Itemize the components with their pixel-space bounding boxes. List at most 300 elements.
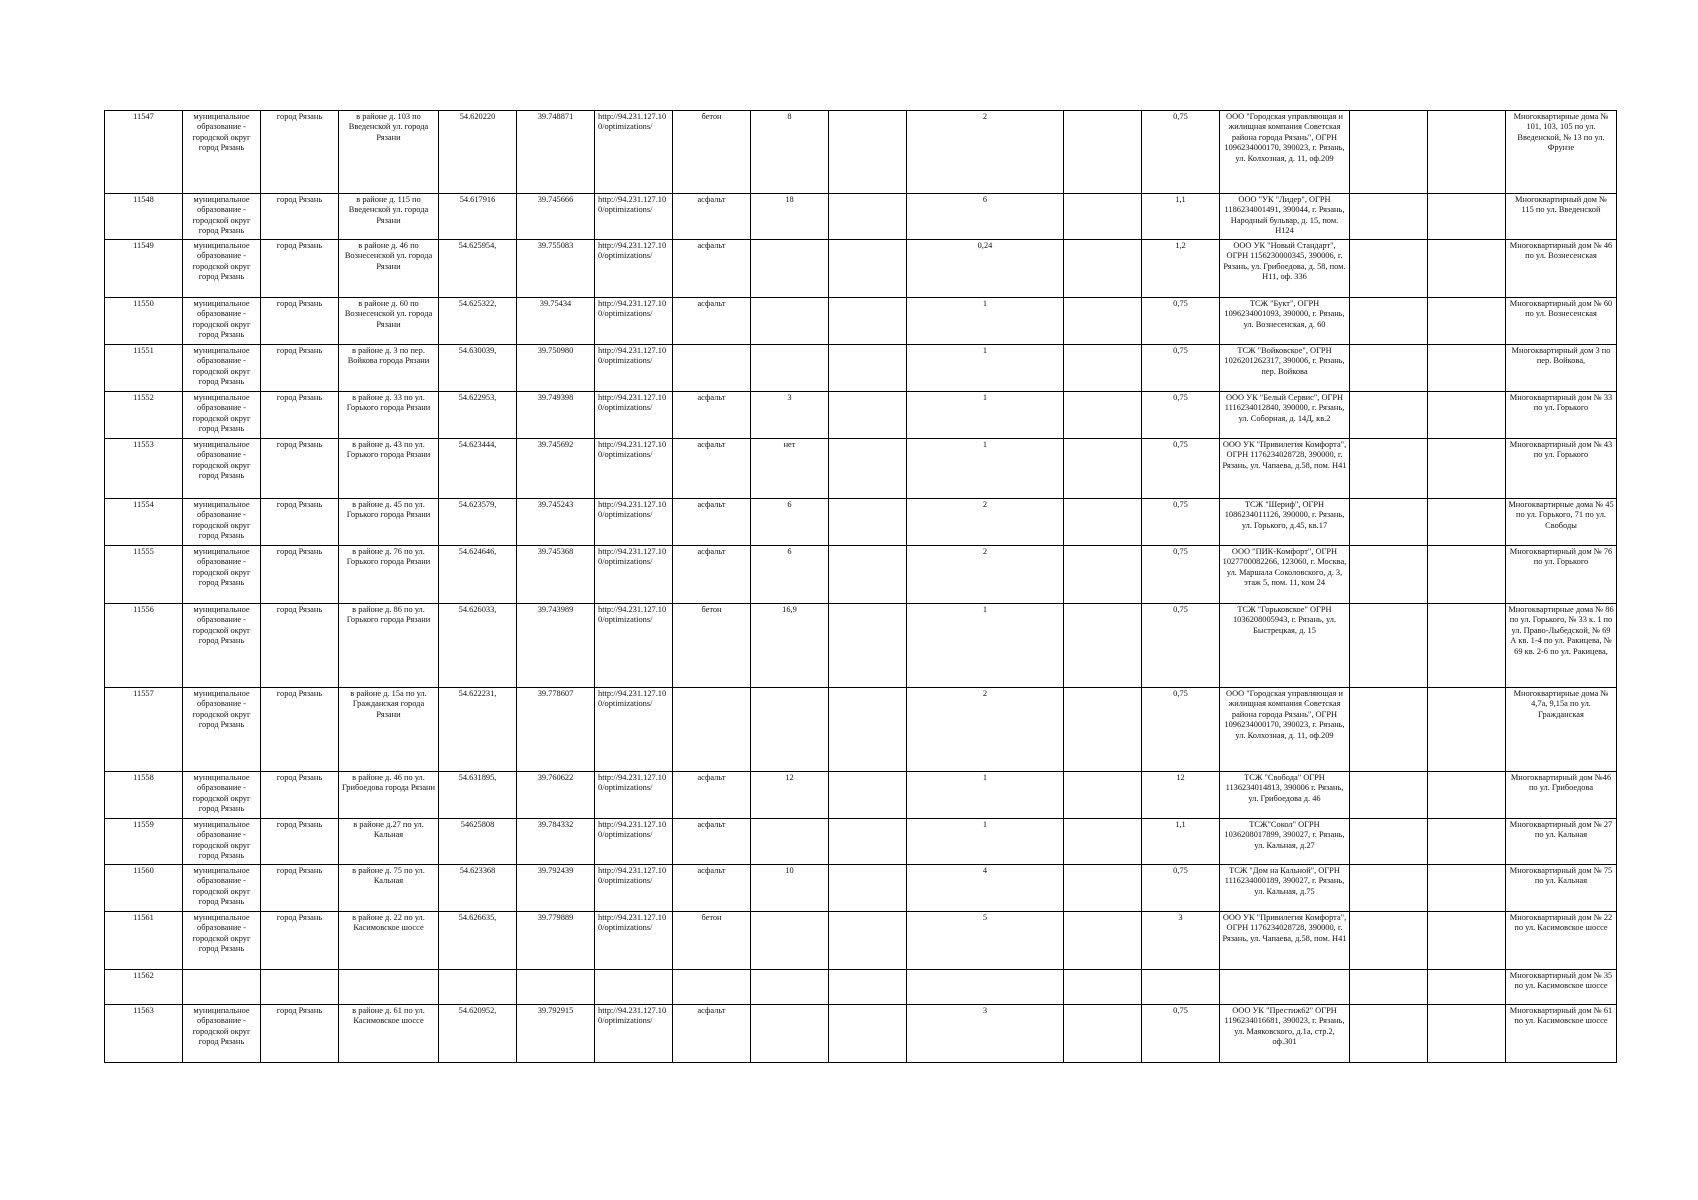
municipality-type: муниципальное образование - городской округ город Рязань: [183, 439, 261, 499]
surface-type: асфальт: [673, 865, 751, 912]
container-volume: 0,75: [1142, 345, 1220, 392]
city-name: город Рязань: [261, 819, 339, 865]
record-number: 11560: [105, 865, 183, 912]
empty-cell: [829, 111, 907, 194]
container-count: 2: [907, 499, 1064, 546]
map-link[interactable]: http://94.231.127.10 0/optimizations/: [595, 819, 673, 865]
site-owner: ООО УК "Привилегия Комфорта", ОГРН 1176234028728, 390000, г. Рязань, ул. Чапаева, д.58, пом. Н41: [1220, 912, 1350, 970]
empty-cell: [1350, 546, 1428, 604]
container-volume: 3: [1142, 912, 1220, 970]
empty-cell: [829, 912, 907, 970]
container-count: 1: [907, 604, 1064, 688]
container-volume: 0,75: [1142, 688, 1220, 772]
latitude: 54.630039,: [439, 345, 517, 392]
empty-cell: [829, 688, 907, 772]
site-area: 12: [751, 772, 829, 819]
longitude: 39.779889: [517, 912, 595, 970]
latitude: 54.624646,: [439, 546, 517, 604]
empty-cell: [1350, 194, 1428, 240]
table-row: [105, 499, 1617, 546]
site-owner: [1220, 970, 1350, 1005]
site-area: нет: [751, 439, 829, 499]
table-row: [105, 1005, 1617, 1063]
map-link[interactable]: http://94.231.127.10 0/optimizations/: [595, 688, 673, 772]
container-count: 1: [907, 298, 1064, 345]
record-number: 11561: [105, 912, 183, 970]
city-name: город Рязань: [261, 194, 339, 240]
waste-sources: Многоквартирные дома № 4,7а, 9,15а по ул. Гражданская: [1506, 688, 1617, 772]
latitude: 54.625322,: [439, 298, 517, 345]
municipality-type: муниципальное образование - городской округ город Рязань: [183, 1005, 261, 1063]
latitude: 54.620220: [439, 111, 517, 194]
container-count: 1: [907, 392, 1064, 439]
empty-cell: [1428, 111, 1506, 194]
site-area: [751, 970, 829, 1005]
record-number: 11556: [105, 604, 183, 688]
surface-type: [673, 345, 751, 392]
empty-cell: [1428, 194, 1506, 240]
site-area: 18: [751, 194, 829, 240]
map-link[interactable]: http://94.231.127.10 0/optimizations/: [595, 298, 673, 345]
empty-cell: [1428, 819, 1506, 865]
site-address: в районе д. 60 по Вознесенской ул. города Рязани: [339, 298, 439, 345]
site-owner: ТСЖ "Дом на Кальной", ОГРН 1116234000189, 390027, г. Рязань, ул. Кальная, д.75: [1220, 865, 1350, 912]
surface-type: бетон: [673, 604, 751, 688]
waste-sources: Многоквартирный дом №46 по ул. Грибоедова: [1506, 772, 1617, 819]
longitude: 39.792439: [517, 865, 595, 912]
municipality-type: муниципальное образование - городской округ город Рязань: [183, 772, 261, 819]
empty-cell: [1064, 111, 1142, 194]
longitude: 39.792915: [517, 1005, 595, 1063]
municipality-type: [183, 970, 261, 1005]
container-volume: 1,1: [1142, 194, 1220, 240]
city-name: [261, 970, 339, 1005]
container-volume: 0,75: [1142, 499, 1220, 546]
site-address: в районе д. 43 по ул. Горького города Рязани: [339, 439, 439, 499]
container-volume: 0,75: [1142, 439, 1220, 499]
empty-cell: [1428, 298, 1506, 345]
map-link[interactable]: http://94.231.127.10 0/optimizations/: [595, 546, 673, 604]
empty-cell: [1350, 439, 1428, 499]
empty-cell: [1350, 604, 1428, 688]
municipality-type: муниципальное образование - городской округ город Рязань: [183, 345, 261, 392]
surface-type: асфальт: [673, 819, 751, 865]
waste-sources: Многоквартирный дом № 60 по ул. Вознесенская: [1506, 298, 1617, 345]
empty-cell: [829, 499, 907, 546]
empty-cell: [1428, 970, 1506, 1005]
empty-cell: [1064, 194, 1142, 240]
municipality-type: муниципальное образование - городской округ город Рязань: [183, 546, 261, 604]
empty-cell: [829, 546, 907, 604]
empty-cell: [1064, 604, 1142, 688]
surface-type: бетон: [673, 111, 751, 194]
site-area: 10: [751, 865, 829, 912]
waste-sources: Многоквартирный дом № 22 по ул. Касимовское шоссе: [1506, 912, 1617, 970]
map-link[interactable]: http://94.231.127.10 0/optimizations/: [595, 912, 673, 970]
table-row: [105, 111, 1617, 194]
site-owner: ООО УК "Престиж62" ОГРН 1196234016681, 390023, г. Рязань, ул. Маяковского, д.1а, стр.2, оф.301: [1220, 1005, 1350, 1063]
container-count: 1: [907, 772, 1064, 819]
longitude: 39.743989: [517, 604, 595, 688]
waste-sources: Многоквартирный дом № 43 по ул. Горького: [1506, 439, 1617, 499]
empty-cell: [1350, 345, 1428, 392]
map-link[interactable]: http://94.231.127.10 0/optimizations/: [595, 1005, 673, 1063]
site-address: [339, 970, 439, 1005]
longitude: 39.745243: [517, 499, 595, 546]
latitude: 54.620952,: [439, 1005, 517, 1063]
municipality-type: муниципальное образование - городской округ город Рязань: [183, 819, 261, 865]
site-area: [751, 819, 829, 865]
surface-type: бетон: [673, 912, 751, 970]
empty-cell: [829, 345, 907, 392]
empty-cell: [829, 865, 907, 912]
site-address: в районе д. 45 по ул. Горького города Рязани: [339, 499, 439, 546]
record-number: 11550: [105, 298, 183, 345]
surface-type: [673, 970, 751, 1005]
empty-cell: [829, 772, 907, 819]
waste-sources: Многоквартирный дом № 61 по ул. Касимовское шоссе: [1506, 1005, 1617, 1063]
empty-cell: [1064, 819, 1142, 865]
city-name: город Рязань: [261, 772, 339, 819]
map-link[interactable]: http://94.231.127.10 0/optimizations/: [595, 194, 673, 240]
container-volume: 1,1: [1142, 819, 1220, 865]
empty-cell: [1350, 392, 1428, 439]
municipality-type: муниципальное образование - городской округ город Рязань: [183, 240, 261, 298]
surface-type: асфальт: [673, 194, 751, 240]
empty-cell: [1064, 546, 1142, 604]
longitude: 39.745666: [517, 194, 595, 240]
empty-cell: [829, 194, 907, 240]
site-address: в районе д. 76 по ул. Горького города Рязани: [339, 546, 439, 604]
table-row: [105, 819, 1617, 865]
record-number: 11554: [105, 499, 183, 546]
table-body: [105, 111, 1617, 1063]
record-number: 11559: [105, 819, 183, 865]
registry-sheet: [104, 110, 1617, 1063]
empty-cell: [1428, 392, 1506, 439]
container-count: 5: [907, 912, 1064, 970]
latitude: 54.625954,: [439, 240, 517, 298]
empty-cell: [1350, 499, 1428, 546]
container-sites-table: [104, 110, 1617, 1063]
empty-cell: [829, 819, 907, 865]
latitude: 54.622953,: [439, 392, 517, 439]
empty-cell: [1350, 688, 1428, 772]
empty-cell: [1428, 772, 1506, 819]
city-name: город Рязань: [261, 865, 339, 912]
city-name: город Рязань: [261, 499, 339, 546]
empty-cell: [1064, 1005, 1142, 1063]
empty-cell: [1064, 912, 1142, 970]
surface-type: асфальт: [673, 298, 751, 345]
longitude: 39.75434: [517, 298, 595, 345]
table-row: [105, 865, 1617, 912]
map-link[interactable]: http://94.231.127.10 0/optimizations/: [595, 604, 673, 688]
empty-cell: [1350, 819, 1428, 865]
container-count: 2: [907, 546, 1064, 604]
site-owner: ТСЖ "Шериф", ОГРН 1086234011126, 390000, г. Рязань, ул. Горького, д.45, кв.17: [1220, 499, 1350, 546]
empty-cell: [1428, 439, 1506, 499]
empty-cell: [1350, 772, 1428, 819]
surface-type: асфальт: [673, 546, 751, 604]
city-name: город Рязань: [261, 688, 339, 772]
longitude: 39.784332: [517, 819, 595, 865]
municipality-type: муниципальное образование - городской округ город Рязань: [183, 604, 261, 688]
surface-type: асфальт: [673, 392, 751, 439]
empty-cell: [1350, 970, 1428, 1005]
table-row: [105, 392, 1617, 439]
container-count: 3: [907, 1005, 1064, 1063]
container-count: 4: [907, 865, 1064, 912]
site-owner: ООО УК "Новый Стандарт", ОГРН 1156230000345, 390006, г. Рязань, ул. Грибоедова, д. 58, пом. Н11, оф. 336: [1220, 240, 1350, 298]
site-address: в районе д.27 по ул. Кальная: [339, 819, 439, 865]
site-area: [751, 345, 829, 392]
site-area: 6: [751, 546, 829, 604]
map-link[interactable]: http://94.231.127.10 0/optimizations/: [595, 111, 673, 194]
map-link[interactable]: http://94.231.127.10 0/optimizations/: [595, 439, 673, 499]
latitude: 54.623579,: [439, 499, 517, 546]
site-owner: ООО "ПИК-Комфорт", ОГРН 1027700082266, 123060, г. Москва, ул. Маршала Соколовского, д. 3, этаж 5, пом. 11, ком 24: [1220, 546, 1350, 604]
map-link[interactable]: http://94.231.127.10 0/optimizations/: [595, 240, 673, 298]
container-volume: 1,2: [1142, 240, 1220, 298]
latitude: [439, 970, 517, 1005]
map-link[interactable]: http://94.231.127.10 0/optimizations/: [595, 499, 673, 546]
surface-type: асфальт: [673, 499, 751, 546]
map-link[interactable]: http://94.231.127.10 0/optimizations/: [595, 865, 673, 912]
table-row: [105, 546, 1617, 604]
site-owner: ТСЖ "Войковское", ОГРН 1026201262317, 390006, г. Рязань, пер. Войкова: [1220, 345, 1350, 392]
site-owner: ТСЖ"Сокол" ОГРН 1036208017899, 390027, г. Рязань, ул. Кальная, д.27: [1220, 819, 1350, 865]
site-area: 3: [751, 392, 829, 439]
latitude: 54625808: [439, 819, 517, 865]
site-owner: ООО "Городская управляющая и жилищная компания Советская района города Рязань", ОГРН 1096234000170, 390023, г. Рязань, ул. Колхозная, д. 11, оф.209: [1220, 111, 1350, 194]
city-name: город Рязань: [261, 240, 339, 298]
map-link[interactable]: http://94.231.127.10 0/optimizations/: [595, 392, 673, 439]
container-count: 1: [907, 345, 1064, 392]
table-row: [105, 688, 1617, 772]
record-number: 11555: [105, 546, 183, 604]
surface-type: асфальт: [673, 772, 751, 819]
table-row: [105, 604, 1617, 688]
site-address: в районе д. 15а по ул. Гражданская города Рязани: [339, 688, 439, 772]
longitude: 39.750980: [517, 345, 595, 392]
map-link[interactable]: http://94.231.127.10 0/optimizations/: [595, 345, 673, 392]
container-volume: 0,75: [1142, 865, 1220, 912]
record-number: 11557: [105, 688, 183, 772]
municipality-type: муниципальное образование - городской округ город Рязань: [183, 499, 261, 546]
table-row: [105, 439, 1617, 499]
container-volume: 0,75: [1142, 1005, 1220, 1063]
map-link[interactable]: http://94.231.127.10 0/optimizations/: [595, 772, 673, 819]
surface-type: асфальт: [673, 439, 751, 499]
site-area: 16,9: [751, 604, 829, 688]
municipality-type: муниципальное образование - городской округ город Рязань: [183, 298, 261, 345]
latitude: 54.626635,: [439, 912, 517, 970]
waste-sources: Многоквартирные дома № 45 по ул. Горького, 71 по ул. Свободы: [1506, 499, 1617, 546]
longitude: 39.745692: [517, 439, 595, 499]
surface-type: асфальт: [673, 1005, 751, 1063]
municipality-type: муниципальное образование - городской округ город Рязань: [183, 392, 261, 439]
longitude: 39.778607: [517, 688, 595, 772]
empty-cell: [1428, 240, 1506, 298]
empty-cell: [1428, 604, 1506, 688]
latitude: 54.626033,: [439, 604, 517, 688]
empty-cell: [1350, 240, 1428, 298]
latitude: 54.623368: [439, 865, 517, 912]
longitude: 39.755083: [517, 240, 595, 298]
empty-cell: [1064, 345, 1142, 392]
longitude: 39.745368: [517, 546, 595, 604]
container-volume: 0,75: [1142, 298, 1220, 345]
empty-cell: [1350, 298, 1428, 345]
container-volume: 0,75: [1142, 604, 1220, 688]
latitude: 54.631895,: [439, 772, 517, 819]
container-count: 1: [907, 439, 1064, 499]
city-name: город Рязань: [261, 912, 339, 970]
empty-cell: [1428, 912, 1506, 970]
empty-cell: [1428, 499, 1506, 546]
city-name: город Рязань: [261, 345, 339, 392]
empty-cell: [1350, 1005, 1428, 1063]
empty-cell: [1428, 546, 1506, 604]
container-count: 2: [907, 688, 1064, 772]
empty-cell: [829, 439, 907, 499]
record-number: 11553: [105, 439, 183, 499]
site-address: в районе д. 115 по Введенской ул. города Рязани: [339, 194, 439, 240]
municipality-type: муниципальное образование - городской округ город Рязань: [183, 688, 261, 772]
latitude: 54.623444,: [439, 439, 517, 499]
container-count: 6: [907, 194, 1064, 240]
city-name: город Рязань: [261, 298, 339, 345]
waste-sources: Многоквартирный дом № 27 по ул. Кальная: [1506, 819, 1617, 865]
municipality-type: муниципальное образование - городской округ город Рязань: [183, 194, 261, 240]
municipality-type: муниципальное образование - городской округ город Рязань: [183, 865, 261, 912]
site-owner: ТСЖ "Горьковское" ОГРН 1036208005943, г. Рязань, ул. Быстрецкая, д. 15: [1220, 604, 1350, 688]
waste-sources: Многоквартирные дома № 86 по ул. Горького, № 33 к. 1 по ул. Право-Лыбедской, № 69 А кв. 1-4 по ул. Ракицева, № 69 кв. 2-6 по ул. Ракицева,: [1506, 604, 1617, 688]
empty-cell: [1428, 345, 1506, 392]
table-row: [105, 345, 1617, 392]
site-area: 6: [751, 499, 829, 546]
longitude: 39.748871: [517, 111, 595, 194]
site-address: в районе д. 33 по ул. Горького города Рязани: [339, 392, 439, 439]
empty-cell: [1350, 912, 1428, 970]
site-address: в районе д. 75 по ул. Кальная: [339, 865, 439, 912]
table-row: [105, 298, 1617, 345]
municipality-type: муниципальное образование - городской округ город Рязань: [183, 912, 261, 970]
site-address: в районе д. 22 по ул. Касимовское шоссе: [339, 912, 439, 970]
site-owner: ООО "УК "Лидер", ОГРН 1186234001491, 390044, г. Рязань, Народный бульвар, д. 15, пом. Н124: [1220, 194, 1350, 240]
table-row: [105, 772, 1617, 819]
record-number: 11547: [105, 111, 183, 194]
empty-cell: [1064, 970, 1142, 1005]
waste-sources: Многоквартирные дома № 101, 103, 105 по ул. Введенской, № 13 по ул. Фрунзе: [1506, 111, 1617, 194]
longitude: [517, 970, 595, 1005]
empty-cell: [1064, 772, 1142, 819]
city-name: город Рязань: [261, 546, 339, 604]
surface-type: [673, 688, 751, 772]
site-area: [751, 240, 829, 298]
city-name: город Рязань: [261, 439, 339, 499]
longitude: 39.749398: [517, 392, 595, 439]
municipality-type: муниципальное образование - городской округ город Рязань: [183, 111, 261, 194]
site-owner: ООО "Городская управляющая и жилищная компания Советская района города Рязань", ОГРН 1096234000170, 390023, г. Рязань, ул. Колхозная, д. 11, оф.209: [1220, 688, 1350, 772]
waste-sources: Многоквартирный дом № 33 по ул. Горького: [1506, 392, 1617, 439]
city-name: город Рязань: [261, 604, 339, 688]
table-row: [105, 194, 1617, 240]
empty-cell: [829, 1005, 907, 1063]
container-volume: 12: [1142, 772, 1220, 819]
empty-cell: [1428, 1005, 1506, 1063]
empty-cell: [1064, 688, 1142, 772]
waste-sources: Многоквартирный дом № 76 по ул. Горького: [1506, 546, 1617, 604]
site-address: в районе д. 46 по ул. Грибоедова города Рязани: [339, 772, 439, 819]
record-number: 11551: [105, 345, 183, 392]
site-area: [751, 298, 829, 345]
empty-cell: [1350, 111, 1428, 194]
table-row: [105, 240, 1617, 298]
container-volume: 0,75: [1142, 546, 1220, 604]
record-number: 11548: [105, 194, 183, 240]
site-area: 8: [751, 111, 829, 194]
empty-cell: [1428, 688, 1506, 772]
site-owner: ТСЖ "Букт", ОГРН 1096234001093, 390000, г. Рязань, ул. Вознесенская, д. 60: [1220, 298, 1350, 345]
waste-sources: Многоквартирный дом № 115 по ул. Введенской: [1506, 194, 1617, 240]
waste-sources: Многоквартирный дом 3 по пер. Войкова,: [1506, 345, 1617, 392]
surface-type: асфальт: [673, 240, 751, 298]
container-volume: [1142, 970, 1220, 1005]
empty-cell: [1064, 298, 1142, 345]
empty-cell: [1064, 865, 1142, 912]
latitude: 54.622231,: [439, 688, 517, 772]
longitude: 39.760622: [517, 772, 595, 819]
empty-cell: [829, 604, 907, 688]
empty-cell: [1064, 392, 1142, 439]
site-owner: ТСЖ "Свобода" ОГРН 1136234014813, 390006 г. Рязань, ул. Грибоедова д. 46: [1220, 772, 1350, 819]
city-name: город Рязань: [261, 111, 339, 194]
empty-cell: [1428, 865, 1506, 912]
container-count: [907, 970, 1064, 1005]
record-number: 11552: [105, 392, 183, 439]
city-name: город Рязань: [261, 1005, 339, 1063]
site-address: в районе д. 86 по ул. Горького города Рязани: [339, 604, 439, 688]
table-row: [105, 970, 1617, 1005]
empty-cell: [1064, 240, 1142, 298]
empty-cell: [1064, 439, 1142, 499]
site-area: [751, 688, 829, 772]
site-address: в районе д. 61 по ул. Касимовское шоссе: [339, 1005, 439, 1063]
city-name: город Рязань: [261, 392, 339, 439]
waste-sources: Многоквартирный дом № 75 по ул. Кальная: [1506, 865, 1617, 912]
container-count: 2: [907, 111, 1064, 194]
empty-cell: [1064, 499, 1142, 546]
site-area: [751, 1005, 829, 1063]
latitude: 54.617916: [439, 194, 517, 240]
site-address: в районе д. 3 по пер. Войкова города Рязани: [339, 345, 439, 392]
map-link[interactable]: [595, 970, 673, 1005]
site-area: [751, 912, 829, 970]
container-volume: 0,75: [1142, 392, 1220, 439]
table-row: [105, 912, 1617, 970]
empty-cell: [829, 240, 907, 298]
record-number: 11549: [105, 240, 183, 298]
container-count: 0,24: [907, 240, 1064, 298]
record-number: 11563: [105, 1005, 183, 1063]
site-owner: ООО УК "Привилегия Комфорта", ОГРН 1176234028728, 390000, г. Рязань, ул. Чапаева, д.58, пом. Н41: [1220, 439, 1350, 499]
container-count: 1: [907, 819, 1064, 865]
site-address: в районе д. 103 по Введенской ул. города Рязани: [339, 111, 439, 194]
empty-cell: [829, 392, 907, 439]
record-number: 11558: [105, 772, 183, 819]
